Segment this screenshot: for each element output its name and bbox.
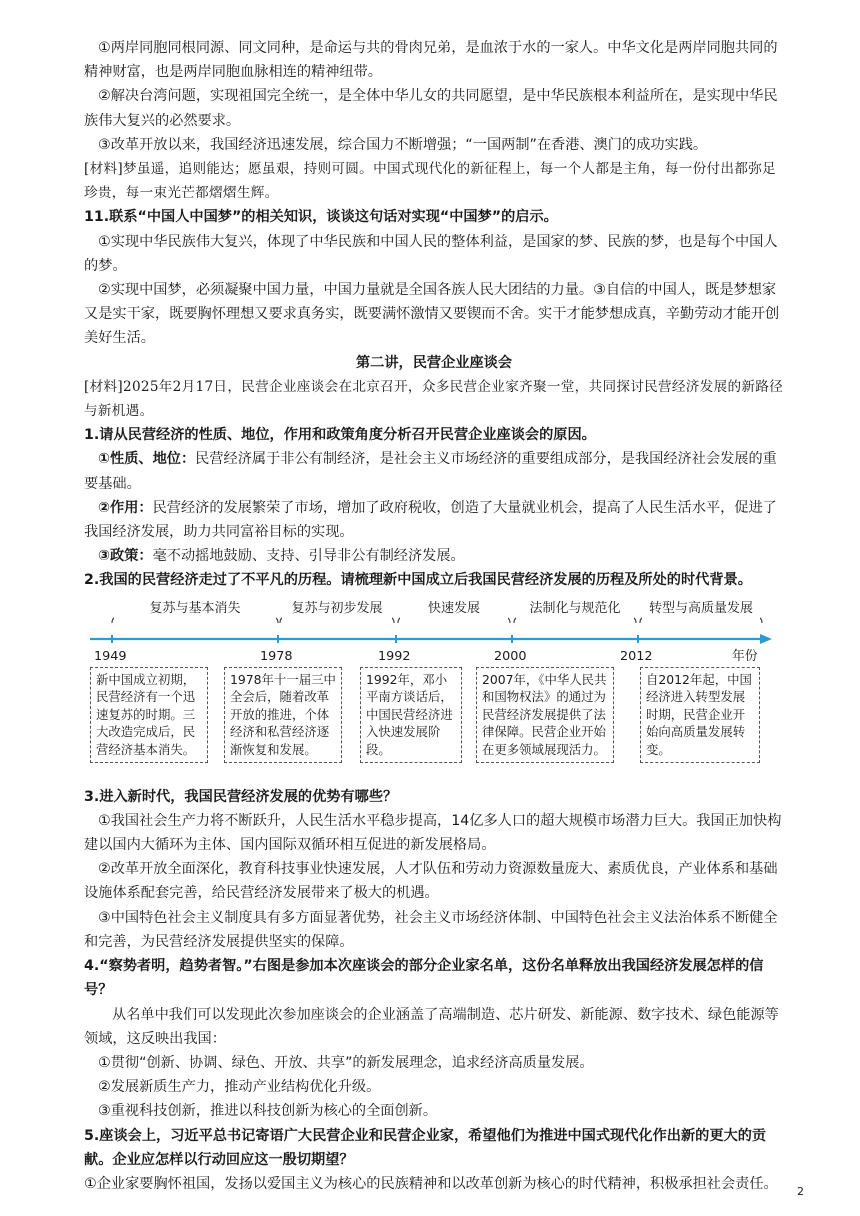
answer-11-part2: ②实现中国梦，必须凝聚中国力量，中国力量就是全国各族人民大团结的力量。③自信的中国人，既是梦想家又是实干家，既要胸怀理想又要求真务实，既要满怀激情又要锲而不舍。实干才能梦想成真，辛勤劳动才能开创美好生活。: [84, 282, 780, 347]
answer-3-part2: ②改革开放全面深化，教育科技事业快速发展，人才队伍和劳动力资源数量庞大、素质优良，产业体系和基础设施体系配套完善，给民营经济发展带来了极大的机遇。: [84, 861, 778, 902]
answer-3-part3: ③中国特色社会主义制度具有多方面显著优势，社会主义市场经济体制、中国特色社会主义法治体系不断健全和完善，为民营经济发展提供坚实的保障。: [84, 909, 778, 950]
phase-label-5: 转型与高质量发展: [642, 597, 760, 621]
question-11: 11.联系“中国人中国梦”的相关知识，谈谈这句话对实现“中国梦”的启示。: [84, 209, 558, 226]
page-number: 2: [797, 1185, 804, 1198]
question-3: 3.进入新时代，我国民营经济发展的优势有哪些？: [84, 788, 398, 805]
section-title: 第二讲，民营企业座谈会: [355, 354, 513, 371]
question-2: 2.我国的民营经济走过了不平凡的历程。请梳理新中国成立后我国民营经济发展的历程及所处的时代背景。: [84, 572, 752, 589]
label-role: ②作用：: [98, 499, 153, 516]
answer-1-role: [84, 496, 784, 544]
answer-4-part2: ②发展新质生产力，推动产业结构优化升级。: [98, 1079, 381, 1096]
timeline-box-1949: 新中国成立初期，民营经济有一个迅速复苏的时期。三大改造完成后，民营经济基本消失。: [90, 667, 208, 763]
year-1992: 1992: [378, 648, 411, 664]
material-forum: [材料]2025年2月17日，民营企业座谈会在北京召开，众多民营企业家齐聚一堂，共同探讨民营经济发展的新路径与新机遇。: [84, 378, 784, 420]
paragraph-reform: ③改革开放以来，我国经济迅速发展，综合国力不断增强；“一国两制”在香港、澳门的成功实践。: [98, 136, 708, 153]
year-1949: 1949: [94, 648, 127, 664]
answer-4-intro: 从名单中我们可以发现此次参加座谈会的企业涵盖了高端制造、芯片研发、新能源、数字技术、绿色能源等领域，这反映出我国：: [84, 1006, 779, 1047]
timeline-box-2000: 2007年，《中华人民共和国物权法》的通过为民营经济发展提供了法律保障。民营企业开始在更多领域展现活力。: [476, 667, 614, 763]
year-2000: 2000: [494, 648, 527, 664]
timeline-box-1992: 1992年，邓小平南方谈话后，中国民营经济进入快速发展阶段。: [360, 667, 462, 763]
paragraph-reunification: ②解决台湾问题，实现祖国完全统一，是全体中华儿女的共同愿望，是中华民族根本利益所在，是实现中华民族伟大复兴的必然要求。: [84, 88, 778, 129]
text-nature: 民营经济属于非公有制经济，是社会主义市场经济的重要组成部分，是我国经济社会发展的重要基础。: [84, 451, 777, 492]
year-2012: 2012: [620, 648, 653, 664]
phase-label-4: 法制化与规范化: [516, 597, 634, 621]
document-page: [84, 36, 784, 1196]
answer-11-part1: ①实现中华民族伟大复兴，体现了中华民族和中国人民的整体利益，是国家的梦、民族的梦，也是每个中国人的梦。: [84, 233, 778, 274]
timeline-box-1978: 1978年十一届三中全会后，随着改革开放的推进，个体经济和私营经济逐渐恢复和发展。: [224, 667, 342, 763]
label-policy: ③政策：: [98, 548, 153, 565]
answer-1-nature: [84, 447, 784, 495]
timeline-arrow: [760, 634, 772, 644]
question-1: 1.请从民营经济的性质、地位，作用和政策角度分析召开民营企业座谈会的原因。: [84, 427, 596, 444]
year-1978: 1978: [260, 648, 293, 664]
answer-4-part3: ③重视科技创新，推进以科技创新为核心的全面创新。: [98, 1103, 438, 1120]
phase-label-3: 快速发展: [400, 597, 508, 621]
axis-label: 年份: [732, 648, 758, 664]
answer-5-part1: ①企业家要胸怀祖国，发扬以爱国主义为核心的民族精神和以改革创新为核心的时代精神，积极承担社会责任。: [84, 1175, 778, 1192]
question-5: 5.座谈会上，习近平总书记寄语广大民营企业和民营企业家，希望他们为推进中国式现代化作出新的更大的贡献。企业应怎样以行动回应这一殷切期望？: [84, 1127, 767, 1168]
answer-1-policy: [84, 544, 784, 568]
timeline-box-2012: 自2012年起，中国经济进入转型发展时期，民营企业开始向高质量发展转变。: [640, 667, 760, 763]
text-policy: 毫不动摇地鼓励、支持、引导非公有制经济发展。: [152, 548, 465, 565]
question-4: 4.“察势者明，趋势者智。”右图是参加本次座谈会的部分企业家名单，这份名单释放出我国经济发展怎样的信号？: [84, 958, 764, 999]
phase-label-1: 复苏与基本消失: [114, 597, 276, 621]
material-dream: [材料]梦虽遥，追则能达；愿虽艰，持则可圆。中国式现代化的新征程上，每一个人都是主角，每一份付出都弥足珍贵，每一束光芒都熠熠生辉。: [84, 161, 776, 202]
text-role: 民营经济的发展繁荣了市场，增加了政府税收，创造了大量就业机会，提高了人民生活水平，促进了我国经济发展，助力共同富裕目标的实现。: [84, 499, 777, 541]
phase-label-2: 复苏与初步发展: [282, 597, 392, 621]
paragraph-cross-strait: ①两岸同胞同根同源、同文同种，是命运与共的骨肉兄弟，是血浓于水的一家人。中华文化是两岸同胞共同的精神财富，也是两岸同胞血脉相连的精神纽带。: [84, 40, 778, 81]
label-nature: ①性质、地位：: [98, 451, 196, 468]
answer-4-part1: ①贯彻“创新、协调、绿色、开放、共享”的新发展理念，追求经济高质量发展。: [98, 1054, 594, 1071]
answer-3-part1: ①我国社会生产力将不断跃升，人民生活水平稳步提高，14亿多人口的超大规模市场潜力巨大。我国正加快构建以国内大循环为主体、国内国际双循环相互促进的新发展格局。: [84, 812, 782, 854]
development-timeline: [84, 597, 784, 783]
